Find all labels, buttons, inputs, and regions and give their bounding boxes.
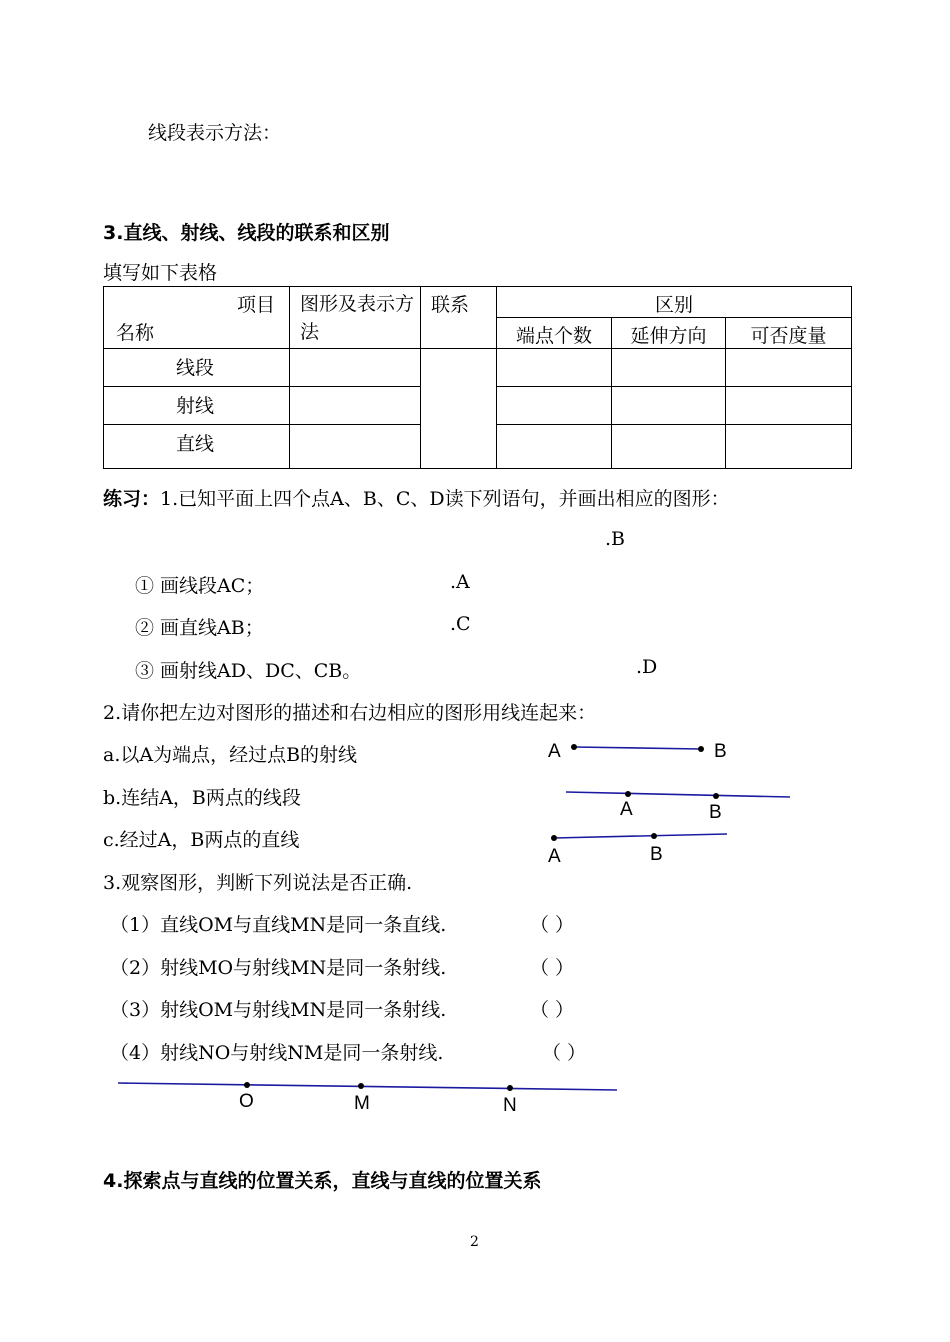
intro-line: 线段表示方法： bbox=[148, 122, 282, 144]
exercise-label: 练习： bbox=[103, 488, 161, 510]
figure3-line bbox=[554, 834, 727, 838]
point-c: .C bbox=[450, 613, 471, 635]
header-endpoints: 端点个数 bbox=[497, 318, 612, 349]
figure1-line bbox=[574, 747, 701, 749]
q1-item-1: ① 画线段AC； bbox=[135, 575, 265, 597]
figure2-point-b bbox=[713, 793, 719, 799]
header-direction: 延伸方向 bbox=[612, 318, 726, 349]
figure3-point-a bbox=[551, 835, 557, 841]
figure1-point-a bbox=[571, 744, 577, 750]
header-item: 项目 bbox=[236, 294, 275, 316]
q3-blank-1[interactable]: （ ） bbox=[530, 914, 575, 936]
page-number: 2 bbox=[470, 1234, 479, 1250]
figure3-label-a: A bbox=[548, 846, 561, 867]
q3-item-1: （1）直线OM与直线MN是同一条直线. bbox=[110, 914, 447, 936]
figure2-label-a: A bbox=[620, 799, 633, 820]
exercise-q3: 3.观察图形，判断下列说法是否正确. bbox=[103, 872, 413, 894]
row-label-ray: 射线 bbox=[104, 387, 290, 425]
q2-item-a: a.以A为端点，经过点B的射线 bbox=[103, 744, 358, 766]
q1-item-3: ③ 画射线AD、DC、CB。 bbox=[135, 660, 362, 682]
point-b: .B bbox=[605, 528, 626, 550]
q3-item-3: （3）射线OM与射线MN是同一条射线. bbox=[110, 999, 447, 1021]
q2-item-b: b.连结A，B两点的线段 bbox=[103, 787, 301, 809]
q3-blank-2[interactable]: （ ） bbox=[530, 957, 575, 979]
figure4-label-n: N bbox=[503, 1095, 517, 1116]
header-difference: 区别 bbox=[497, 287, 852, 318]
figure1-label-a: A bbox=[548, 741, 561, 762]
figure3-point-b bbox=[651, 833, 657, 839]
figure2-point-a bbox=[625, 791, 631, 797]
q3-item-4: （4）射线NO与射线NM是同一条射线. bbox=[110, 1042, 444, 1064]
figure1-point-b bbox=[698, 746, 704, 752]
figure4-label-m: M bbox=[354, 1093, 370, 1114]
q3-blank-4[interactable]: （ ） bbox=[542, 1042, 587, 1064]
figure-segment-ab bbox=[571, 744, 704, 752]
figure2-label-b: B bbox=[709, 802, 722, 823]
point-d: .D bbox=[636, 656, 658, 678]
q2-item-c: c.经过A，B两点的直线 bbox=[103, 829, 300, 851]
header-name: 名称 bbox=[116, 322, 155, 344]
exercise-q1: 1.已知平面上四个点A、B、C、D读下列语句，并画出相应的图形： bbox=[160, 488, 730, 510]
figure4-point-m bbox=[358, 1083, 364, 1089]
point-a: .A bbox=[450, 571, 470, 593]
figure4-line bbox=[118, 1083, 617, 1090]
q3-item-2: （2）射线MO与射线MN是同一条射线. bbox=[110, 957, 447, 979]
figure-line-omn bbox=[118, 1082, 617, 1091]
section4-title: 4.探索点与直线的位置关系，直线与直线的位置关系 bbox=[103, 1170, 542, 1192]
row-label-segment: 线段 bbox=[104, 349, 290, 387]
figure3-label-b: B bbox=[650, 844, 663, 865]
q1-item-2: ② 画直线AB； bbox=[135, 617, 264, 639]
header-figure: 图形及表示方法 bbox=[290, 287, 421, 349]
fill-table-instruction: 填写如下表格 bbox=[103, 262, 218, 284]
figure4-point-n bbox=[507, 1085, 513, 1091]
header-measurable: 可否度量 bbox=[726, 318, 852, 349]
header-relation: 联系 bbox=[421, 287, 497, 349]
q3-blank-3[interactable]: （ ） bbox=[530, 999, 575, 1021]
figure-line-ab bbox=[566, 791, 790, 799]
section3-title: 3.直线、射线、线段的联系和区别 bbox=[103, 222, 390, 244]
figure2-line bbox=[566, 792, 790, 797]
figure4-point-o bbox=[244, 1082, 250, 1088]
exercise-q2: 2.请你把左边对图形的描述和右边相应的图形用线连起来： bbox=[103, 702, 597, 724]
figure1-label-b: B bbox=[714, 741, 727, 762]
figure-ray-ab bbox=[551, 833, 727, 841]
row-label-line: 直线 bbox=[104, 425, 290, 469]
figure4-label-o: O bbox=[239, 1091, 254, 1112]
